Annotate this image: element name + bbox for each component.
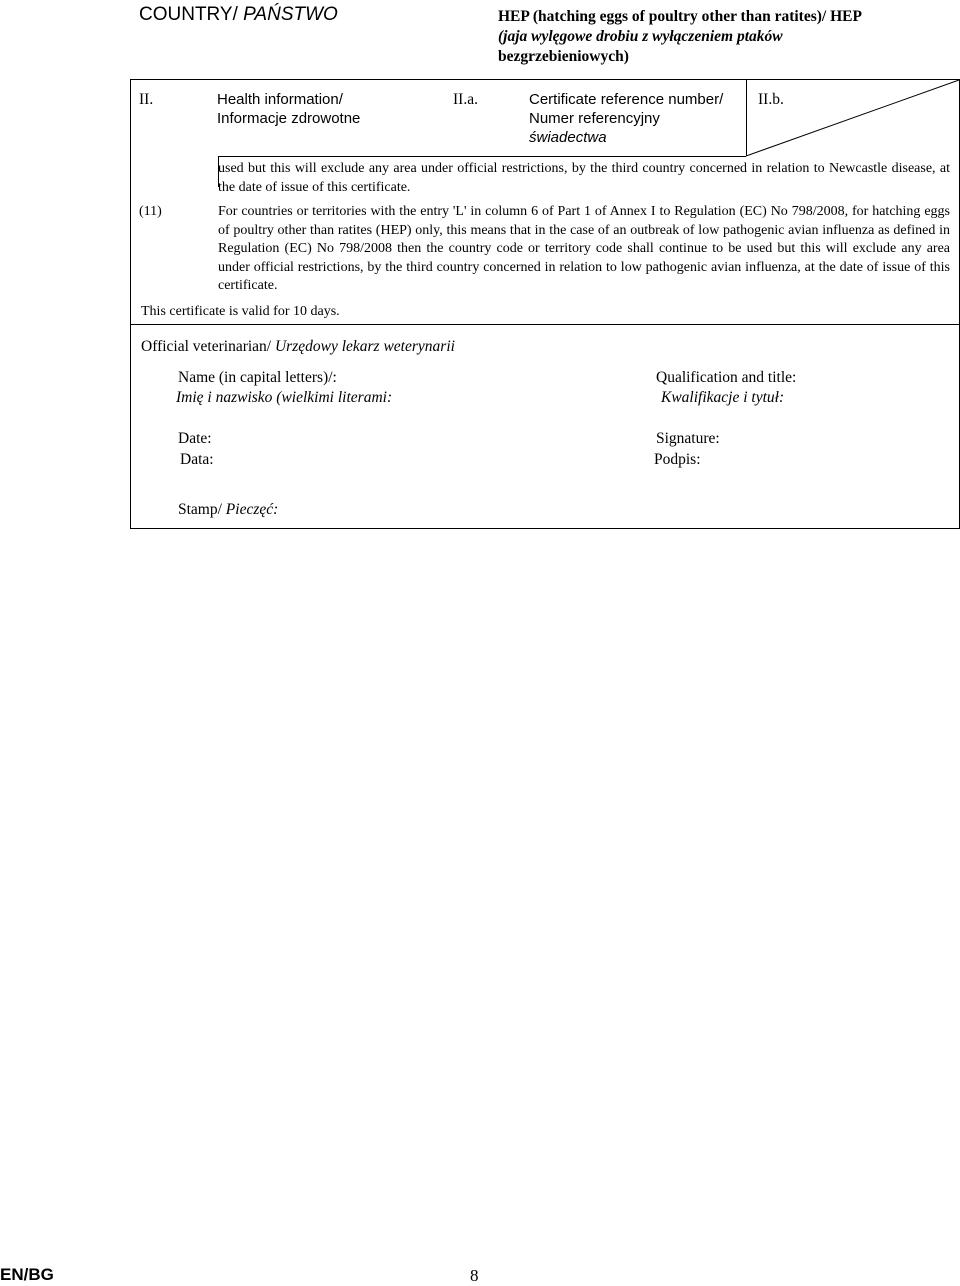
signature-label-pl: Podpis: <box>654 451 701 468</box>
notes-bottom-rule <box>130 324 960 325</box>
certificate-title-line3: bezgrzebieniowych) <box>498 48 629 65</box>
country-label <box>139 4 338 26</box>
official-veterinarian-pl: Urzędowy lekarz weterynarii <box>274 338 455 355</box>
certificate-title <box>498 7 950 67</box>
stamp-label-pl: Pieczęć: <box>225 501 279 518</box>
section-number: II. <box>139 91 154 108</box>
date-label-en: Date: <box>178 430 212 447</box>
validity-statement: This certificate is valid for 10 days. <box>141 304 340 319</box>
certificate-reference-heading <box>529 90 723 147</box>
continued-note-text: used but this will exclude any area under official restrictions, by the third country concerned in relation to Newcastle disease, at the date of issue of this certificate. <box>218 161 950 195</box>
header-bottom-rule <box>218 156 746 157</box>
language-code: EN/BG <box>0 1265 54 1284</box>
health-info-pl: Informacje zdrowotne <box>217 110 361 127</box>
health-info-en: Health information/ <box>217 91 343 108</box>
name-label-pl: Imię i nazwisko (wielkimi literami: <box>176 389 393 406</box>
health-info-heading <box>217 90 360 128</box>
country-label-pl: PAŃSTWO <box>243 4 338 25</box>
cert-ref-pl1: Numer referencyjny <box>529 110 660 127</box>
name-label-en: Name (in capital letters)/: <box>178 369 337 386</box>
cert-ref-en: Certificate reference number/ <box>529 91 724 108</box>
country-label-en: COUNTRY/ <box>139 4 238 25</box>
date-label-pl: Data: <box>180 451 214 468</box>
qualification-label-en: Qualification and title: <box>656 369 797 386</box>
subsection-b: II.b. <box>758 91 784 108</box>
certificate-title-line1: HEP (hatching eggs of poultry other than ratites)/ HEP <box>498 8 862 25</box>
note-11-text: For countries or territories with the entry 'L' in column 6 of Part 1 of Annex I to Regulation (EC) No 798/2008, for hatching eggs of poultry other than ratites (HEP) only, this means that in the case of an outbreak of low pathogenic avian influenza as defined in Regulation (EC) No 798/2008 then the country code or territory code shall continue to be used but this will exclude any area under official restrictions, by the third country concerned in relation to low pathogenic avian influenza, at the date of issue of this certificate. <box>218 204 950 293</box>
page-number: 8 <box>470 1266 479 1285</box>
signature-label-en: Signature: <box>656 430 720 447</box>
stamp-label <box>178 499 278 520</box>
qualification-label-pl: Kwalifikacje i tytuł: <box>661 389 785 406</box>
official-veterinarian-label <box>141 336 455 357</box>
stamp-label-en: Stamp/ <box>178 501 222 518</box>
official-veterinarian-en: Official veterinarian/ <box>141 338 272 355</box>
certificate-title-line2: (jaja wylęgowe drobiu z wyłączeniem ptaków <box>498 28 783 45</box>
note-11-number: (11) <box>139 204 162 219</box>
cert-ref-pl2: świadectwa <box>529 129 607 146</box>
subsection-a: II.a. <box>453 91 478 108</box>
